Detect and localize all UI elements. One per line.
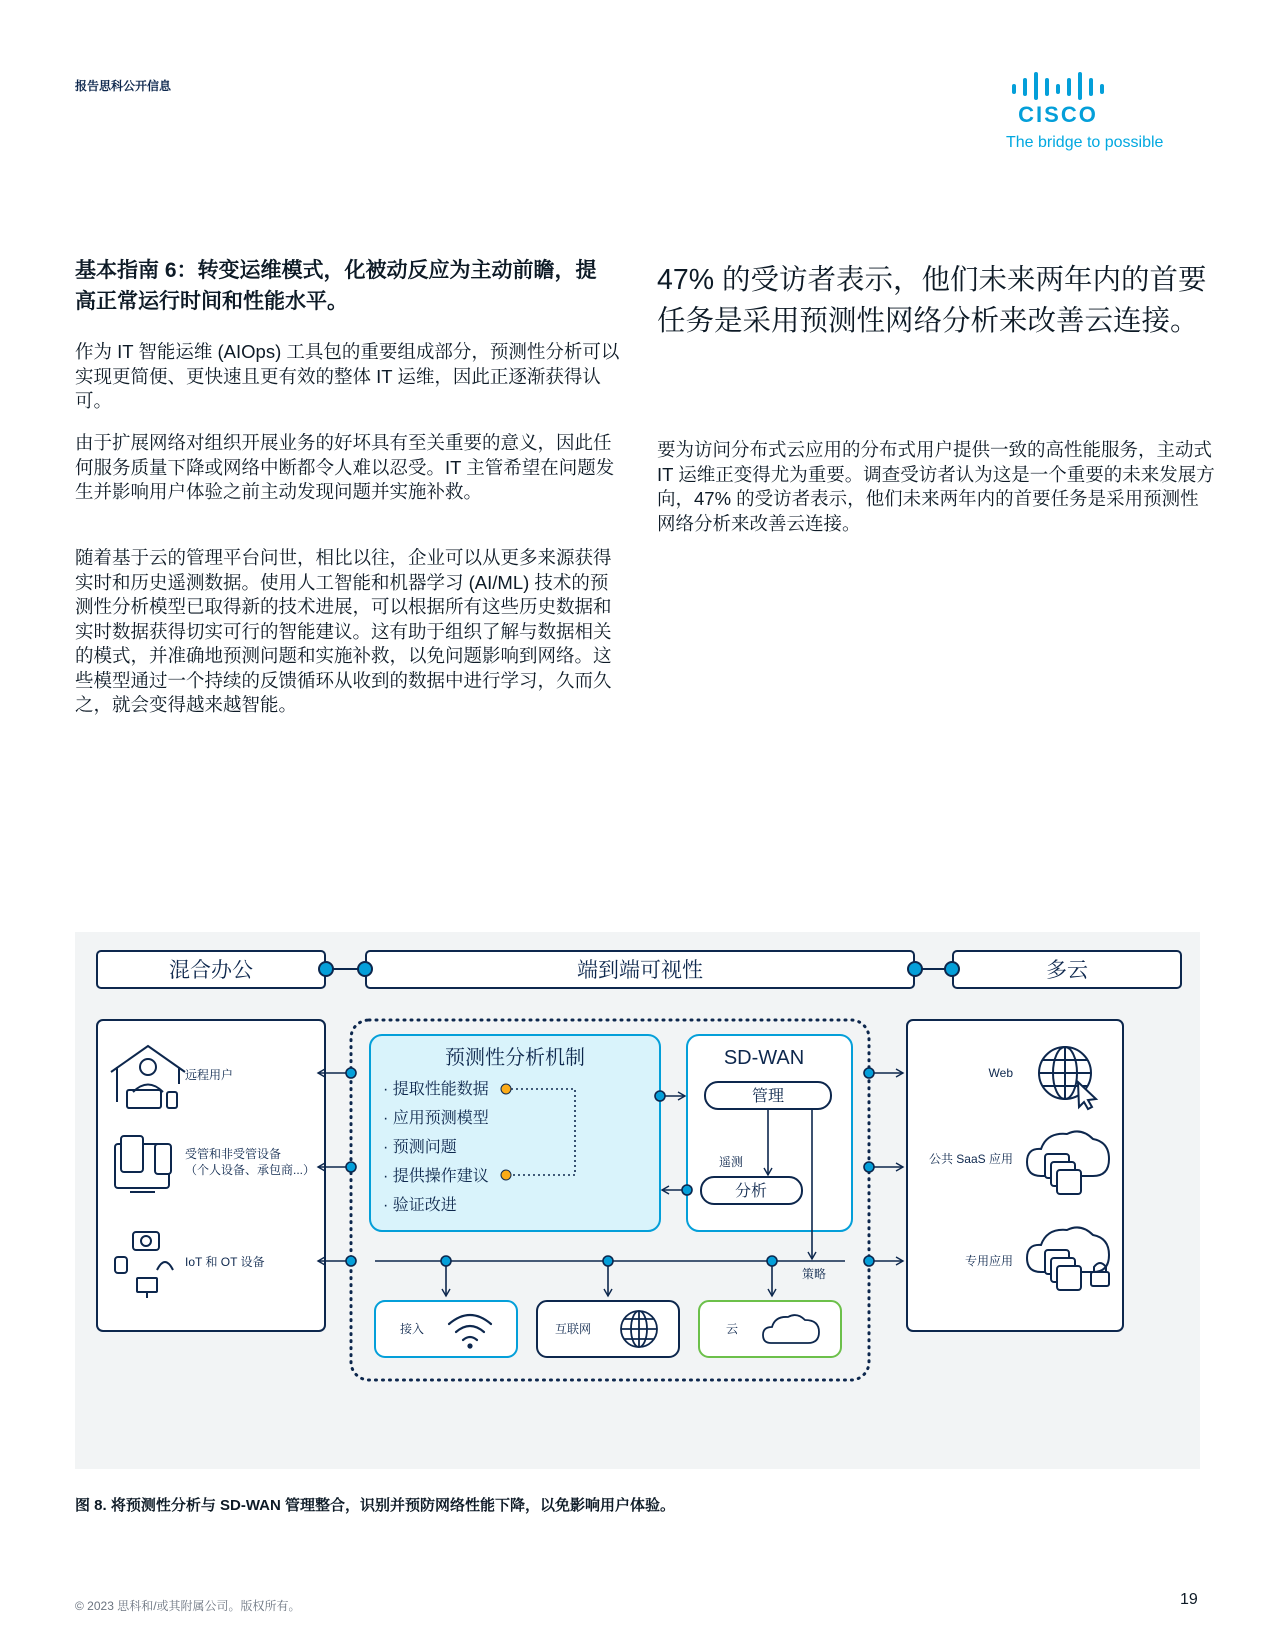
page-number: 19 (1180, 1591, 1198, 1608)
step-extract: · 提取性能数据 (383, 1081, 489, 1098)
predictive-analytics-box (370, 1035, 660, 1231)
internet-box (537, 1301, 679, 1357)
step-predict: · 预测问题 (383, 1139, 457, 1156)
top-box-visibility (366, 951, 914, 988)
paragraph-2: 由于扩展网络对组织开展业务的好坏具有至关重要的意义，因此任何服务质量下降或网络中断都令人难以忍受。IT 主管希望在问题发生并影响用户体验之前主动发现问题并实施补救。 (75, 432, 615, 502)
sdwan-title: SD-WAN (723, 1047, 805, 1069)
label-private-app: 专用应用 (964, 1254, 1013, 1268)
figure-diagram (75, 932, 1200, 1469)
label-cloud: 云 (726, 1322, 739, 1336)
sdwan-telemetry: 遥测 (719, 1155, 744, 1169)
predictive-title: 预测性分析机制 (445, 1047, 585, 1069)
label-public-saas: 公共 SaaS 应用 (928, 1152, 1013, 1166)
label-web: Web (988, 1066, 1013, 1080)
label-managed-devices: 受管和非受管设备 (185, 1147, 282, 1161)
figure-caption: 图 8. 将预测性分析与 SD-WAN 管理整合，识别并预防网络性能下降，以免影响用户体验。 (75, 1497, 676, 1514)
step-verify: · 验证改进 (383, 1197, 457, 1214)
logo-tagline: The bridge to possible (1006, 134, 1164, 151)
paragraph-3: 随着基于云的管理平台问世，相比以往，企业可以从更多来源获得实时和历史遥测数据。使用人工智能和机器学习 (AI/ML) 技术的预测性分析模型已取得新的技术进展，可以根据所有这些历史数据和实时数据获得切实可行的智能建议。这有助于组织了解与数据相关的模式，并准确地预测问题和实施补救，以免问题影响到网络。这些模型通过一个持续的反馈循环从收到的数据中进行学习，久而久之，就会变得越来越智能。 (75, 547, 612, 715)
step-recommend: · 提供操作建议 (383, 1168, 489, 1185)
report-label: 报告思科公开信息 (75, 79, 172, 93)
step-apply-model: · 应用预测模型 (383, 1110, 489, 1127)
globe-icon (621, 1311, 657, 1347)
copyright: © 2023 思科和/或其附属公司。版权所有。 (75, 1599, 301, 1613)
label-hybrid-work: 混合办公 (169, 959, 253, 982)
right-paragraph: 要为访问分布式云应用的分布式用户提供一致的高性能服务，主动式 IT 运维正变得尤为重要。调查受访者认为这是一个重要的未来发展方向，47% 的受访者表示，他们未来两年内的首要任务是采用预测性网络分析来改善云连接。 (657, 439, 1215, 534)
cloud-box (699, 1301, 841, 1357)
sdwan-policy: 策略 (802, 1267, 827, 1281)
sdwan-analyze: 分析 (734, 1183, 768, 1200)
cisco-logo (1006, 70, 1164, 152)
cisco-bars-icon (1006, 70, 1140, 130)
label-internet: 互联网 (555, 1322, 592, 1336)
label-multicloud: 多云 (1046, 959, 1088, 982)
top-box-hybrid (97, 951, 325, 988)
pull-quote: 47% 的受访者表示，他们未来两年内的首要任务是采用预测性网络分析来改善云连接。 (657, 264, 1207, 337)
paragraph-1: 作为 IT 智能运维 (AIOps) 工具包的重要组成部分，预测性分析可以实现更简便、更快速且更有效的整体 IT 运维，因此正逐渐获得认可。 (75, 341, 620, 411)
label-personal-devices: （个人设备、承包商...） (185, 1163, 316, 1177)
top-box-multicloud (953, 951, 1181, 988)
access-box (375, 1301, 517, 1357)
sdwan-box (687, 1035, 852, 1259)
section-heading: 基本指南 6：转变运维模式，化被动反应为主动前瞻，提高正常运行时间和性能水平。 (75, 259, 597, 313)
cisco-wordmark: CISCO (1018, 102, 1098, 127)
distribution-line (375, 1256, 845, 1296)
sdwan-manage: 管理 (751, 1088, 785, 1105)
label-access: 接入 (400, 1322, 425, 1336)
label-e2e-visibility: 端到端可视性 (577, 959, 703, 982)
label-remote-user: 远程用户 (185, 1068, 234, 1082)
label-iot-ot: IoT 和 OT 设备 (185, 1255, 265, 1269)
